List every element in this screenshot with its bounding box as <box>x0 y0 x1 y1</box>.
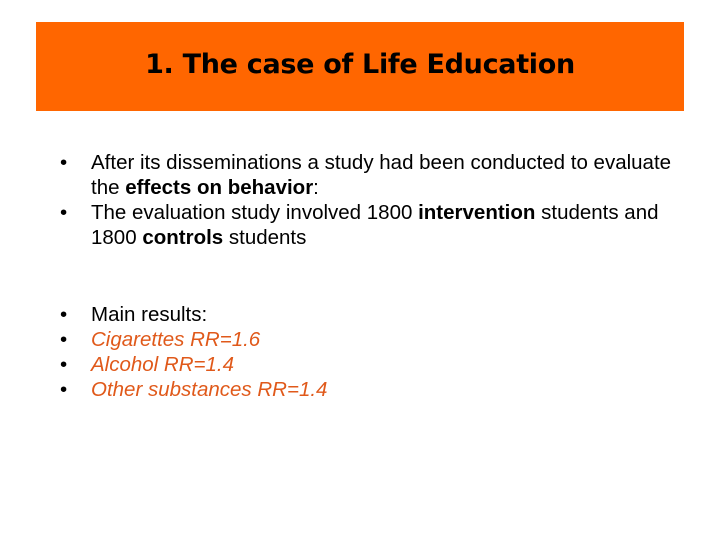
result-text: Other substances RR=1.4 <box>91 378 328 401</box>
title-bar <box>36 22 684 111</box>
slide-title: 1. The case of Life Education <box>145 49 575 80</box>
bullet-dot: • <box>60 378 68 401</box>
bullet-text: After its disseminations a study had been conducted to evaluate the <box>91 151 672 199</box>
bullet-emphasis: effects on behavior <box>125 176 314 199</box>
bullet-item-result <box>60 377 680 402</box>
bullet-dot: • <box>60 201 68 224</box>
bullet-list <box>60 150 680 402</box>
bullet-item-evaluation <box>60 200 680 250</box>
bullet-emphasis-intervention: intervention <box>418 201 536 224</box>
bullet-text-middle: students and 1800 <box>91 201 659 249</box>
bullet-dot: • <box>60 353 68 376</box>
bullet-text: Main results: <box>91 303 208 326</box>
result-text: Alcohol RR=1.4 <box>91 353 235 376</box>
bullet-dot: • <box>60 328 68 351</box>
bullet-item-study <box>60 150 680 200</box>
bullet-dot: • <box>60 151 68 174</box>
bullet-item-main-results <box>60 302 680 327</box>
bullet-text-end: students <box>223 226 307 249</box>
result-text: Cigarettes RR=1.6 <box>91 328 261 351</box>
bullet-item-result <box>60 352 680 377</box>
bullet-emphasis-controls: controls <box>142 226 224 249</box>
bullet-item-result <box>60 327 680 352</box>
bullet-text: The evaluation study involved 1800 <box>91 201 419 224</box>
bullet-dot: • <box>60 303 68 326</box>
bullet-text-end: : <box>313 176 319 199</box>
bullet-spacer <box>60 250 680 302</box>
